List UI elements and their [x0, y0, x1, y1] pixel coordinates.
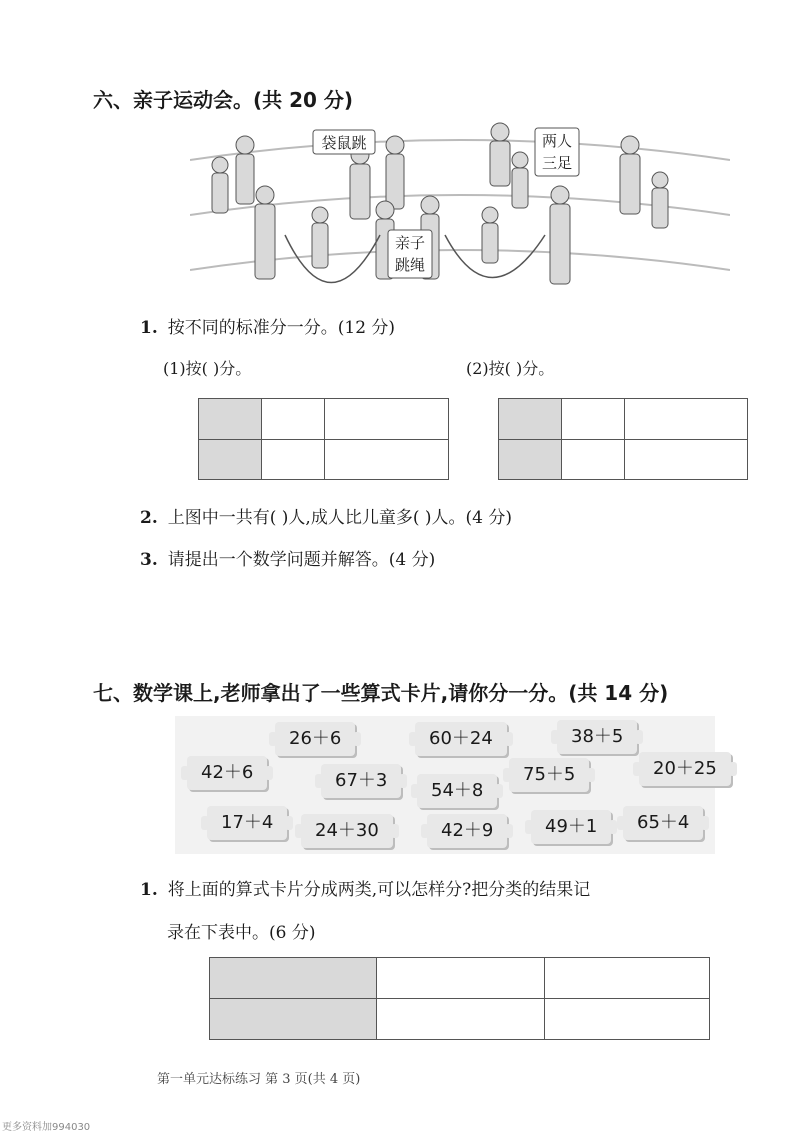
sports-day-illustration	[190, 120, 730, 300]
formula-card[interactable]: 20＋25	[639, 752, 731, 786]
table-cell[interactable]	[377, 999, 545, 1040]
table-cell[interactable]	[499, 399, 562, 440]
formula-cards-area	[175, 716, 715, 854]
formula-card[interactable]: 42＋9	[427, 814, 507, 848]
formula-card[interactable]: 49＋1	[531, 810, 611, 844]
formula-card[interactable]: 38＋5	[557, 720, 637, 754]
formula-card[interactable]: 42＋6	[187, 756, 267, 790]
s6-q2-text: 上图中一共有( )人,成人比儿童多( )人。(4 分)	[167, 508, 512, 528]
label-three-legged: 两人三足	[541, 132, 572, 172]
s6-q2-number: 2.	[140, 508, 158, 528]
s6-q3-number: 3.	[140, 550, 158, 570]
s7-question-1	[140, 875, 590, 900]
table-cell[interactable]	[499, 439, 562, 480]
table-cell[interactable]	[199, 399, 262, 440]
formula-card[interactable]: 54＋8	[417, 774, 497, 808]
section-6-heading: 六、亲子运动会。(共 20 分)	[93, 88, 354, 112]
s6-table-1	[198, 398, 449, 480]
table-cell[interactable]	[625, 439, 748, 480]
table-cell[interactable]	[377, 958, 545, 999]
s7-q1-number: 1.	[140, 880, 158, 900]
table-cell[interactable]	[562, 399, 625, 440]
s7-q1-text-line1: 将上面的算式卡片分成两类,可以怎样分?把分类的结果记	[167, 880, 591, 900]
s6-question-2	[140, 503, 512, 528]
table-cell[interactable]	[199, 439, 262, 480]
table-cell[interactable]	[262, 399, 325, 440]
formula-card[interactable]: 24＋30	[301, 814, 393, 848]
table-cell[interactable]	[562, 439, 625, 480]
label-rope-skipping: 亲子跳绳	[394, 234, 425, 274]
label-kangaroo-jump: 袋鼠跳	[321, 134, 367, 152]
s6-q1-sub1: (1)按( )分。	[163, 359, 252, 378]
s6-question-1	[140, 313, 395, 338]
table-cell[interactable]	[625, 399, 748, 440]
formula-card[interactable]: 65＋4	[623, 806, 703, 840]
formula-card[interactable]: 17＋4	[207, 806, 287, 840]
page-footer: 第一单元达标练习 第 3 页(共 4 页)	[157, 1072, 361, 1087]
s7-q1-text-line2: 录在下表中。(6 分)	[167, 923, 316, 943]
s6-q3-text: 请提出一个数学问题并解答。(4 分)	[167, 550, 436, 570]
table-cell[interactable]	[262, 439, 325, 480]
table-cell[interactable]	[545, 958, 710, 999]
s6-q1-sub2: (2)按( )分。	[466, 359, 555, 378]
formula-card[interactable]: 26＋6	[275, 722, 355, 756]
formula-card[interactable]: 75＋5	[509, 758, 589, 792]
s6-q1-number: 1.	[140, 318, 158, 338]
s7-table	[209, 957, 710, 1040]
s6-question-3	[140, 545, 435, 570]
s6-q1-text: 按不同的标准分一分。(12 分)	[167, 318, 396, 338]
table-cell[interactable]	[545, 999, 710, 1040]
formula-card[interactable]: 67＋3	[321, 764, 401, 798]
watermark: 更多资料加994030	[2, 1122, 91, 1133]
table-cell[interactable]	[210, 999, 377, 1040]
s6-table-2	[498, 398, 748, 480]
formula-card[interactable]: 60＋24	[415, 722, 507, 756]
table-cell[interactable]	[325, 399, 449, 440]
table-cell[interactable]	[210, 958, 377, 999]
table-cell[interactable]	[325, 439, 449, 480]
section-7-heading: 七、数学课上,老师拿出了一些算式卡片,请你分一分。(共 14 分)	[93, 681, 669, 705]
